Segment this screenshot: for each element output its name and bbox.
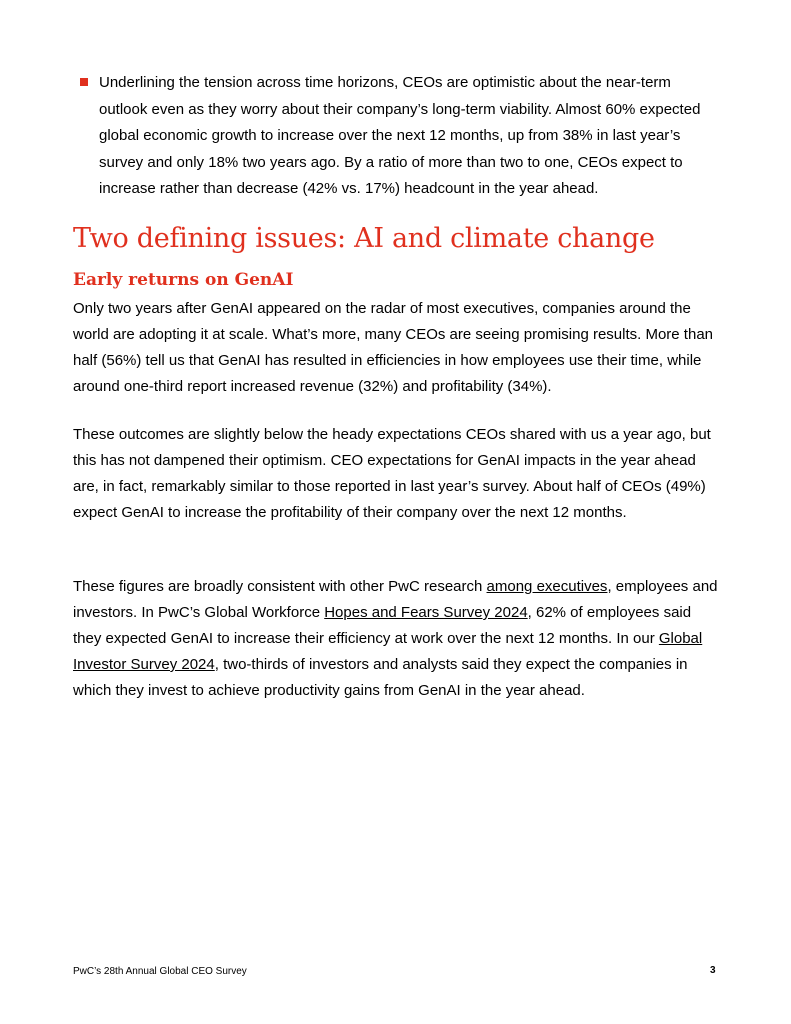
page-number: 3 [710,965,716,976]
paragraph-3 [73,574,723,704]
paragraph-2: These outcomes are slightly below the heady expectations CEOs shared with us a year ago, but this has not dampened their optimism. CEO expectations for GenAI impacts in the year ahead are, in fact, remarkably similar to those reported in last year’s survey. About half of CEOs (49%) expect GenAI to increase the profitability of their company over the next 12 months. [73,426,711,521]
link-hopes-and-fears-survey[interactable]: Hopes and Fears Survey 2024 [324,604,528,621]
bullet-text: Underlining the tension across time horizons, CEOs are optimistic about the near-term outlook even as they worry about their company’s long-term viability. Almost 60% expected global economic growth to increase over the next 12 months, up from 38% in last year’s survey and only 18% two years ago. By a ratio of more than two to one, CEOs expect to increase rather than decrease (42% vs. 17%) headcount in the year ahead. [99,74,701,197]
bullet-square-icon [80,78,88,86]
paragraph-3-text-4: , two-thirds of investors and analysts said they expect the companies in which they invest to achieve productivity gains from GenAI in the year ahead. [73,656,688,699]
paragraph-3-text-1: These figures are broadly consistent with other PwC research [73,578,487,595]
paragraph-3-text-3: , 62% of employees said they expected GenAI to increase their efficiency at work over the next 12 months. In our [73,604,692,647]
footer-title: PwC’s 28th Annual Global CEO Survey [73,966,247,977]
paragraph-3-text-2: , employees and investors. In PwC’s Global Workforce [73,578,718,621]
section-heading: Two defining issues: AI and climate change [73,223,655,254]
link-among-executives[interactable]: among executives [486,578,608,595]
paragraph-1: Only two years after GenAI appeared on the radar of most executives, companies around the world are adopting it at scale. What’s more, many CEOs are seeing promising results. More than half (56%) tell us that GenAI has resulted in efficiencies in how employees use their time, while around one-third report increased revenue (32%) and profitability (34%). [73,300,714,395]
bullet-item [80,70,720,203]
link-global-investor-survey[interactable]: Global Investor Survey 2024 [73,630,703,673]
subsection-heading: Early returns on GenAI [73,270,294,290]
